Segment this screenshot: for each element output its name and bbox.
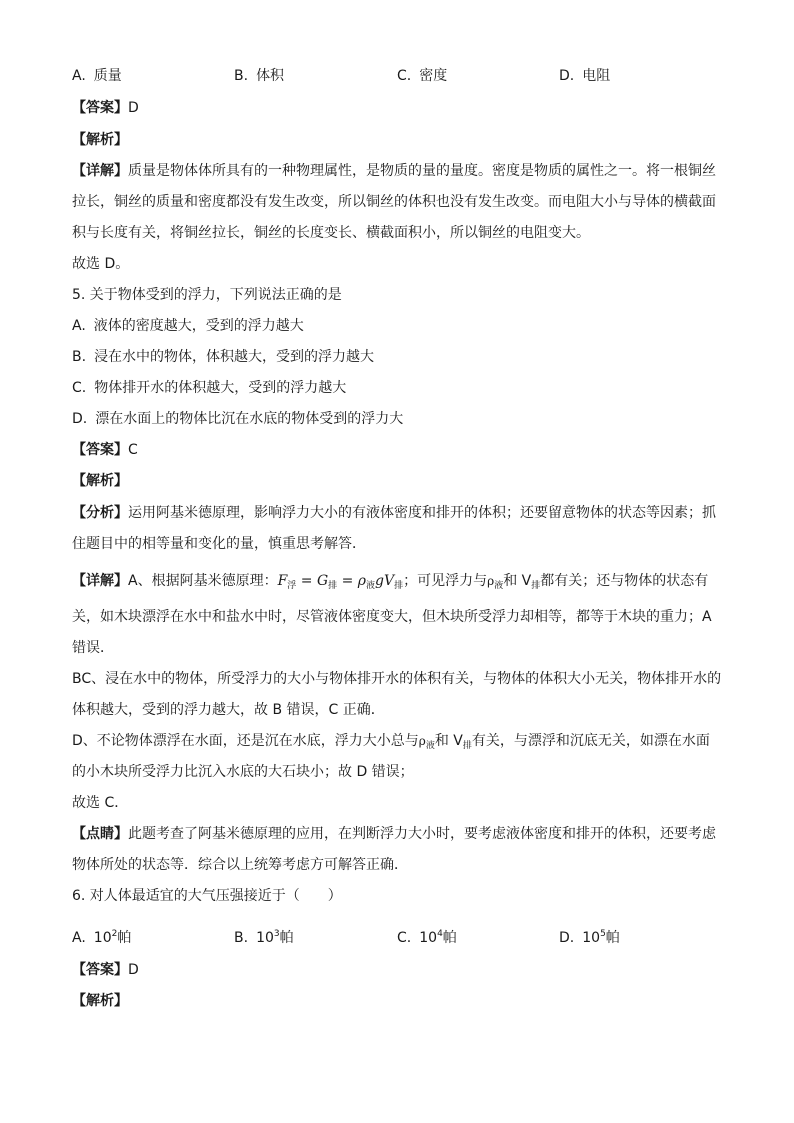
q5-detail-line: 体积越大，受到的浮力越大，故 B 错误，C 正确． [72,702,385,718]
q4-options [72,66,724,86]
q6-stem: 6. 对人体最适宜的大气压强接近于（ ） [72,888,342,904]
q4-option-b: B. 体积 [234,68,285,84]
q5-detail-line: 的小木块所受浮力比沉入水底的大石块小；故 D 错误； [72,764,414,780]
q6-analysis-label: 【解析】 [72,993,128,1009]
q4-conclusion: 故选 D。 [72,256,130,272]
q5-stem: 5. 关于物体受到的浮力，下列说法正确的是 [72,287,342,303]
q5-dianjing-line: 【点睛】此题考查了阿基米德原理的应用，在判断浮力大小时，要考虑液体密度和排开的体积，还要考虑 [72,826,716,842]
q4-detail-line: 拉长，铜丝的质量和密度都没有发生改变，所以铜丝的体积也没有发生改变。而电阻大小与导体的横截面 [72,194,716,210]
q5-option-c: C. 物体排开水的体积越大，受到的浮力越大 [72,380,347,396]
q6-options [72,924,724,944]
q5-answer: 【答案】C [72,442,138,458]
q6-option-d: D. $10^5$帕 [559,929,620,946]
q4-detail-line: 【详解】质量是物体体所具有的一种物理属性，是物质的量的量度。密度是物质的属性之一。将一根铜丝 [72,163,716,179]
q5-conclusion: 故选 C． [72,795,129,811]
q4-answer: 【答案】D [72,100,139,116]
q5-fenxi-line: 住题目中的相等量和变化的量，慎重思考解答． [72,536,366,552]
q5-detail-line: BC、浸在水中的物体，所受浮力的大小与物体排开水的体积有关，与物体的体积大小无关，物体排开水的 [72,671,722,687]
q5-option-a: A. 液体的密度越大，受到的浮力越大 [72,318,304,334]
q4-detail-line: 积与长度有关，将铜丝拉长，铜丝的长度变长、横截面积小，所以铜丝的电阻变大。 [72,225,590,241]
q6-option-c: C. $10^4$帕 [397,929,457,946]
q5-detail-line: D、不论物体漂浮在水面，还是沉在水底，浮力大小总与$\rho_液$和 $V_排$有关，与漂浮和沉底无关，如漂在水面 [72,733,710,751]
q5-fenxi-line: 【分析】运用阿基米德原理，影响浮力大小的有液体密度和排开的体积；还要留意物体的状态等因素；抓 [72,505,716,521]
q6-answer: 【答案】D [72,962,139,978]
q5-dianjing-line: 物体所处的状态等．综合以上统筹考虑方可解答正确． [72,857,408,873]
q5-analysis-label: 【解析】 [72,473,128,489]
q4-analysis-label: 【解析】 [72,132,128,148]
q5-option-b: B. 浸在水中的物体，体积越大，受到的浮力越大 [72,349,375,365]
q5-detail-line: 【详解】A、根据阿基米德原理：$F_浮 = G_排 = \rho_液gV_排$；可见浮力与$\rho_液$和 $V_排$都有关；还与物体的状态有 [72,573,709,591]
q4-option-c: C. 密度 [397,68,448,84]
q4-option-a: A. 质量 [72,68,122,84]
q5-option-d: D. 漂在水面上的物体比沉在水底的物体受到的浮力大 [72,411,404,427]
q4-option-d: D. 电阻 [559,68,611,84]
q5-detail-line: 关，如木块漂浮在水中和盐水中时，尽管液体密度变大，但木块所受浮力却相等，都等于木块的重力；A [72,609,712,625]
q6-option-a: A. $10^2$帕 [72,929,132,946]
buoyancy-formula: $F_浮 = G_排 = \rho_液gV_排$ [277,573,404,591]
q6-option-b: B. $10^3$帕 [234,929,294,946]
q5-detail-line: 错误． [72,640,114,656]
